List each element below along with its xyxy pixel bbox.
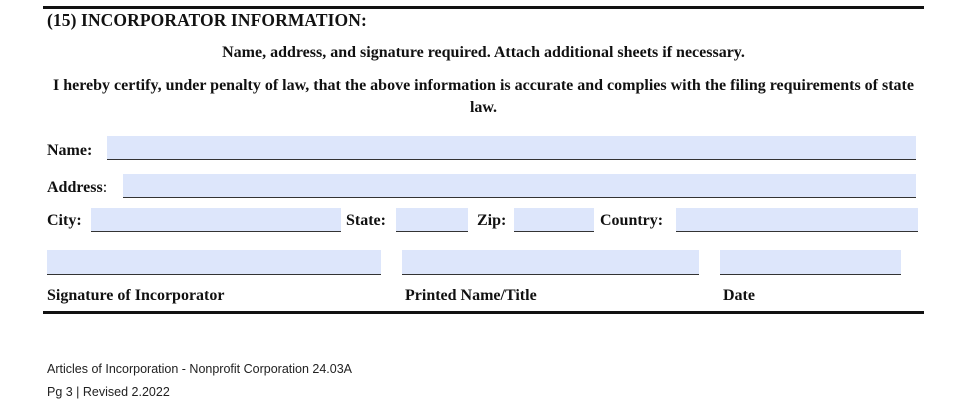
- city-field[interactable]: [91, 208, 341, 232]
- country-field[interactable]: [676, 208, 918, 232]
- city-label: City:: [47, 212, 82, 229]
- footer-page-info: Pg 3 | Revised 2.2022: [47, 385, 170, 399]
- country-label: Country:: [600, 212, 664, 229]
- certification-text: I hereby certify, under penalty of law, that the above information is accurate and complies with the filing requirements of state law.: [53, 77, 914, 116]
- bottom-rule: [43, 311, 924, 314]
- name-label: Name:: [47, 142, 93, 159]
- name-field[interactable]: [107, 136, 916, 160]
- signature-field[interactable]: [47, 250, 381, 275]
- address-label-colon: :: [102, 179, 108, 196]
- printed-name-field[interactable]: [402, 250, 699, 275]
- address-label-text: Address: [47, 179, 103, 196]
- top-rule: [43, 6, 924, 9]
- printed-name-label: Printed Name/Title: [405, 287, 537, 304]
- state-label: State:: [346, 212, 386, 229]
- address-field[interactable]: [123, 174, 916, 198]
- footer-form-name: Articles of Incorporation - Nonprofit Corporation 24.03A: [47, 362, 353, 376]
- section-title: (15) INCORPORATOR INFORMATION:: [47, 10, 367, 30]
- address-label: [47, 179, 107, 197]
- signature-label: Signature of Incorporator: [47, 287, 225, 304]
- zip-field[interactable]: [514, 208, 594, 232]
- date-field[interactable]: [720, 250, 901, 275]
- zip-label: Zip:: [477, 212, 507, 229]
- instruction-text: Name, address, and signature required. Attach additional sheets if necessary.: [222, 44, 745, 61]
- date-label: Date: [723, 287, 755, 304]
- state-field[interactable]: [396, 208, 468, 232]
